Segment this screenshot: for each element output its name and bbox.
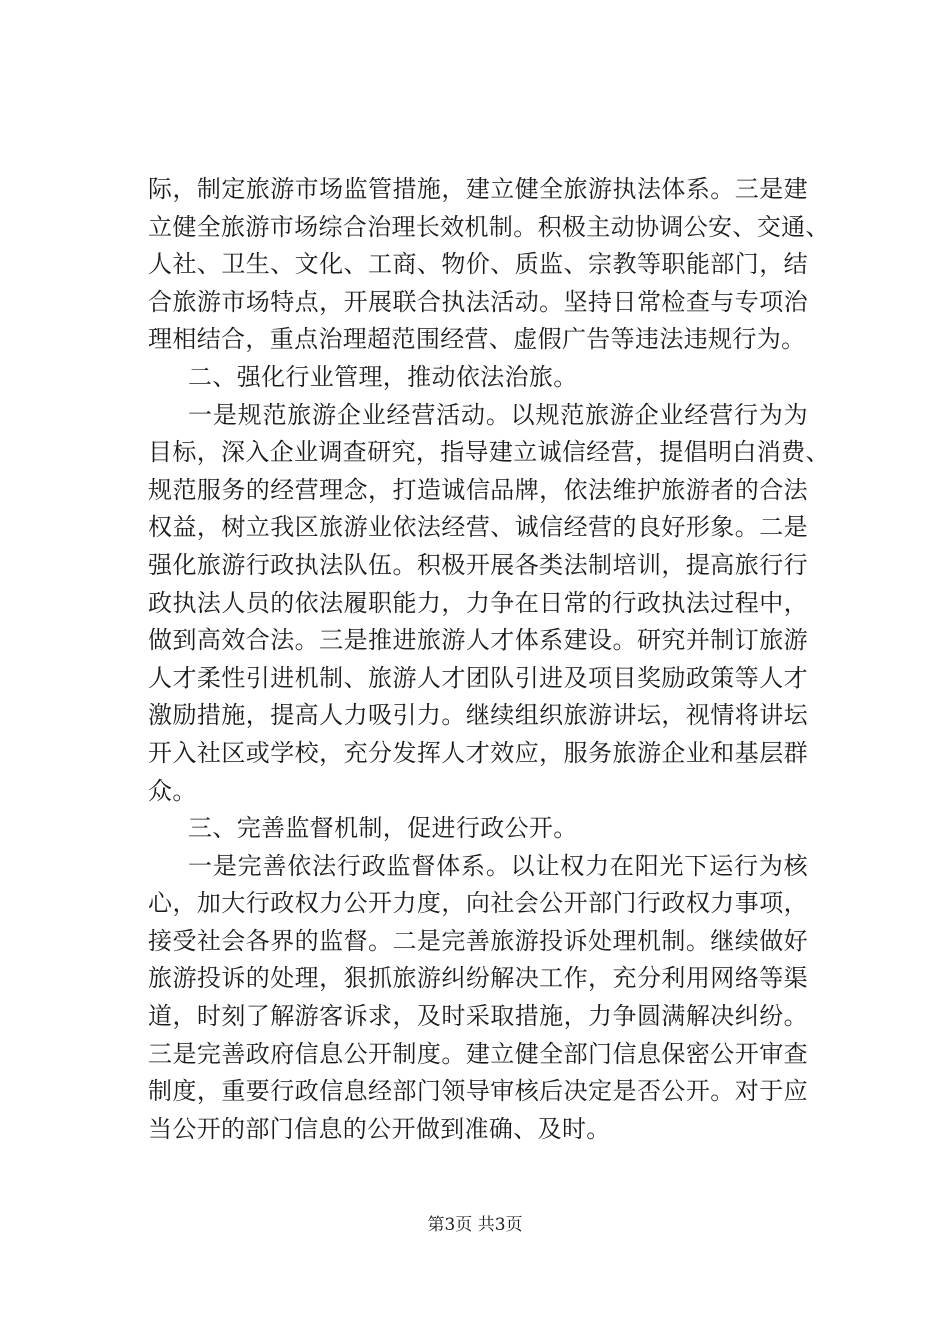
text-line: 规范服务的经营理念，打造诚信品牌，依法维护旅游者的合法 (148, 475, 808, 504)
text-line: 旅游投诉的处理，狠抓旅游纠纷解决工作，充分利用网络等渠 (148, 964, 808, 993)
section-heading: 三、完善监督机制，促进行政公开。 (188, 814, 578, 843)
text-line: 权益，树立我区旅游业依法经营、诚信经营的良好形象。二是 (148, 513, 808, 542)
text-line: 一是完善依法行政监督体系。以让权力在阳光下运行为核 (188, 851, 808, 880)
text-line: 人社、卫生、文化、工商、物价、质监、宗教等职能部门，结 (148, 250, 808, 279)
text-line: 人才柔性引进机制、旅游人才团队引进及项目奖励政策等人才 (148, 663, 808, 692)
text-line: 心，加大行政权力公开力度，向社会公开部门行政权力事项， (148, 889, 808, 918)
text-line: 开入社区或学校，充分发挥人才效应，服务旅游企业和基层群 (148, 738, 808, 767)
text-line: 众。 (148, 776, 197, 805)
text-line: 一是规范旅游企业经营活动。以规范旅游企业经营行为为 (188, 400, 808, 429)
text-line: 强化旅游行政执法队伍。积极开展各类法制培训，提高旅行行 (148, 550, 808, 579)
section-heading: 二、强化行业管理，推动依法治旅。 (188, 362, 578, 391)
page-number-footer: 第3页 共3页 (427, 1215, 523, 1235)
text-line: 际，制定旅游市场监管措施，建立健全旅游执法体系。三是建 (148, 175, 808, 203)
text-line: 做到高效合法。三是推进旅游人才体系建设。研究并制订旅游 (148, 626, 808, 655)
text-line: 合旅游市场特点，开展联合执法活动。坚持日常检查与专项治 (148, 287, 808, 316)
text-line: 政执法人员的依法履职能力，力争在日常的行政执法过程中， (148, 588, 808, 617)
text-line: 立健全旅游市场综合治理长效机制。积极主动协调公安、交通、 (148, 212, 830, 241)
text-line: 理相结合，重点治理超范围经营、虚假广告等违法违规行为。 (148, 325, 806, 354)
text-line: 制度，重要行政信息经部门领导审核后决定是否公开。对于应 (148, 1077, 808, 1106)
text-line: 目标，深入企业调查研究，指导建立诚信经营，提倡明白消费、 (148, 438, 830, 467)
text-line: 激励措施，提高人力吸引力。继续组织旅游讲坛，视情将讲坛 (148, 701, 808, 730)
text-line: 三是完善政府信息公开制度。建立健全部门信息保密公开审查 (148, 1039, 808, 1068)
body-text (148, 171, 830, 1148)
text-line: 当公开的部门信息的公开做到准确、及时。 (148, 1114, 611, 1143)
text-line: 道，时刻了解游客诉求，及时采取措施，力争圆满解决纠纷。 (148, 1002, 808, 1031)
text-line: 接受社会各界的监督。二是完善旅游投诉处理机制。继续做好 (148, 926, 808, 955)
